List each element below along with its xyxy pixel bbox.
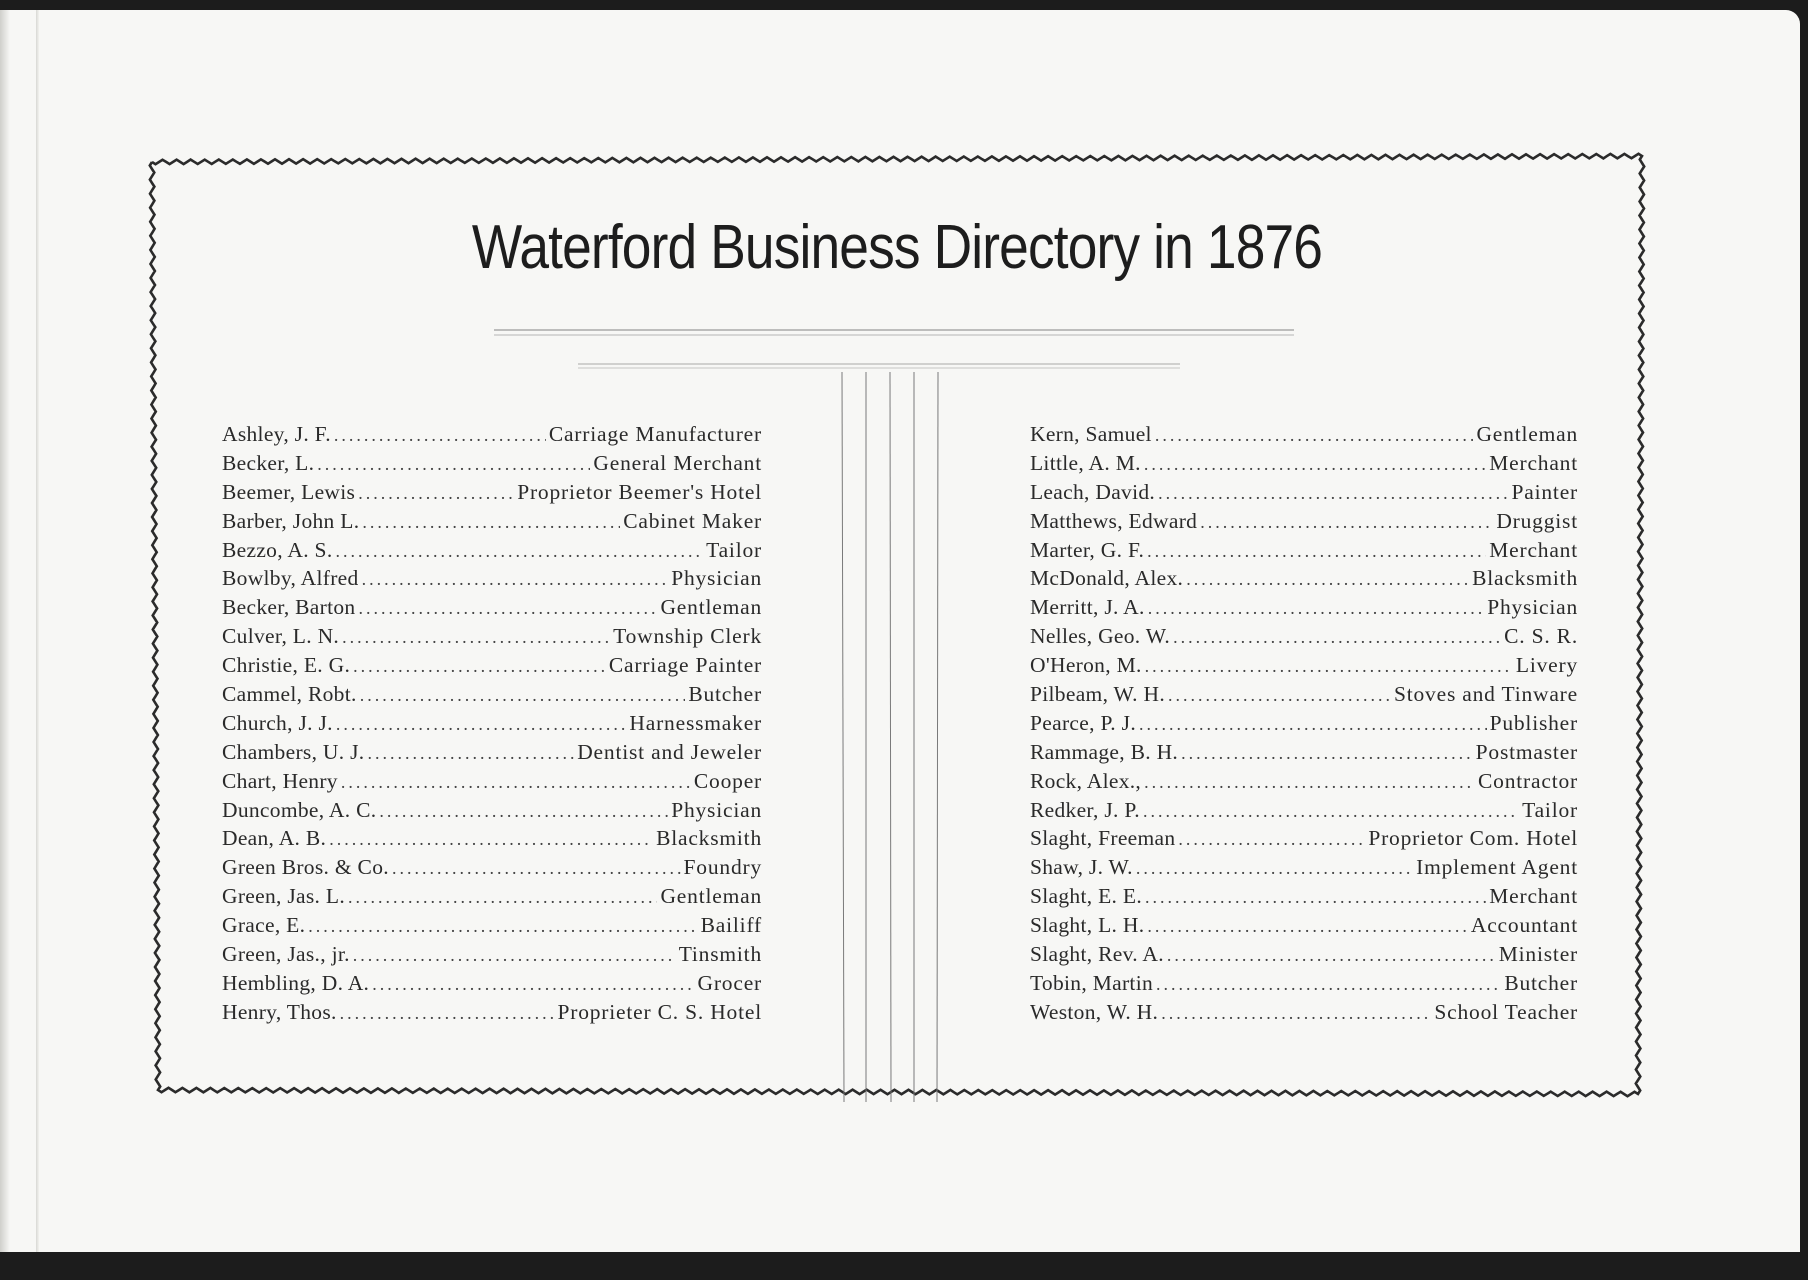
dot-leader: [1161, 999, 1431, 1028]
dot-leader: [362, 565, 669, 594]
entry-name: Little, A. M.: [1030, 450, 1141, 475]
entry-occupation: Physician: [671, 797, 762, 822]
dot-leader: [1148, 594, 1485, 623]
directory-entry: [1030, 969, 1578, 998]
entry-occupation: Foundry: [683, 855, 762, 880]
entry-occupation: Blacksmith: [1472, 566, 1578, 591]
entry-occupation: Bailiff: [700, 913, 762, 938]
directory-entry: [1030, 824, 1578, 853]
directory-entry: [1030, 767, 1578, 796]
entry-name: Matthews, Edward: [1030, 508, 1198, 533]
page-spine-line: [36, 10, 39, 1252]
entry-occupation: C. S. R.: [1504, 624, 1578, 649]
entry-name: Green, Jas. L.: [222, 884, 346, 909]
entry-name: Kern, Samuel: [1030, 422, 1152, 446]
dot-leader: [1181, 739, 1473, 768]
entry-occupation: Cabinet Maker: [623, 508, 762, 533]
dot-leader: [1173, 623, 1501, 652]
entry-name: Green Bros. & Co.: [222, 855, 389, 880]
entry-occupation: General Merchant: [593, 450, 762, 475]
directory-entry: [1030, 998, 1578, 1027]
title-rule-upper: [494, 328, 1294, 340]
entry-name: Marter, G. F.: [1030, 537, 1145, 562]
entry-occupation: Implement Agent: [1416, 855, 1578, 880]
entry-name: Rock, Alex.,: [1030, 768, 1142, 793]
directory-entry: [1030, 651, 1578, 680]
entry-occupation: Proprietor Beemer's Hotel: [517, 479, 762, 504]
entry-name: Shaw, J. W.: [1030, 855, 1133, 880]
dot-leader: [1156, 970, 1501, 999]
dot-leader: [348, 883, 657, 912]
directory-entry: [222, 767, 762, 796]
entry-occupation: Cooper: [693, 768, 762, 793]
entry-name: Barber, John L.: [222, 508, 360, 533]
entry-occupation: Postmaster: [1475, 739, 1578, 764]
entry-occupation: Township Clerk: [613, 624, 762, 649]
directory-entry: [222, 507, 762, 536]
dot-leader: [372, 970, 694, 999]
right-directory-column: [1030, 420, 1578, 1027]
entry-occupation: Livery: [1515, 653, 1578, 678]
entry-occupation: Butcher: [688, 682, 762, 707]
entry-occupation: Physician: [671, 566, 762, 591]
directory-entry: [1030, 593, 1578, 622]
dot-leader: [360, 681, 686, 710]
dot-leader: [358, 479, 514, 508]
directory-entry: [222, 911, 762, 940]
directory-entry: [1030, 507, 1578, 536]
center-divider-lines: [834, 372, 954, 1104]
directory-entry: [1030, 738, 1578, 767]
entry-name: Bezzo, A. S.: [222, 537, 333, 562]
entry-name: Ashley, J. F.: [222, 422, 331, 446]
directory-entry: [222, 564, 762, 593]
entry-occupation: Butcher: [1504, 970, 1578, 995]
directory-entry: [222, 882, 762, 911]
entry-occupation: Grocer: [697, 970, 762, 995]
dot-leader: [1178, 825, 1365, 854]
dot-leader: [336, 537, 704, 566]
dot-leader: [1168, 681, 1391, 710]
entry-occupation: Tailor: [706, 537, 762, 562]
entry-occupation: Carriage Manufacturer: [548, 422, 762, 446]
dot-leader: [1200, 508, 1493, 537]
page-title: Waterford Business Directory in 1876: [471, 213, 1323, 282]
dot-leader: [1143, 797, 1519, 826]
entry-name: Dean, A. B.: [222, 826, 327, 851]
directory-entry: [222, 680, 762, 709]
dot-leader: [367, 739, 574, 768]
directory-entry: [222, 738, 762, 767]
dot-leader: [1147, 537, 1486, 566]
dot-leader: [334, 421, 546, 450]
entry-occupation: Merchant: [1489, 884, 1578, 909]
title-rule-lower: [578, 362, 1180, 370]
directory-entry: [222, 940, 762, 969]
directory-entry: [222, 709, 762, 738]
dot-leader: [358, 594, 657, 623]
entry-name: Church, J. J.: [222, 710, 333, 735]
entry-name: Slaght, Rev. A.: [1030, 942, 1164, 967]
entry-occupation: School Teacher: [1434, 999, 1578, 1024]
directory-page: [0, 10, 1800, 1252]
entry-name: Weston, W. H.: [1030, 999, 1159, 1024]
entry-name: Green, Jas., jr.: [222, 942, 350, 967]
directory-frame: [146, 152, 1648, 1102]
directory-entry: [222, 824, 762, 853]
entry-name: Becker, Barton: [222, 595, 356, 620]
page-edge-shadow: [0, 10, 10, 1252]
directory-entry: [1030, 536, 1578, 565]
directory-entry: [222, 998, 762, 1027]
directory-entry: [1030, 478, 1578, 507]
directory-entry: [1030, 709, 1578, 738]
dot-leader: [392, 854, 681, 883]
directory-entry: [1030, 796, 1578, 825]
entry-name: Slaght, Freeman: [1030, 826, 1176, 851]
entry-name: Duncombe, A. C.: [222, 797, 377, 822]
entry-occupation: Minister: [1498, 942, 1578, 967]
dot-leader: [1186, 565, 1469, 594]
directory-entry: [1030, 853, 1578, 882]
directory-entry: [1030, 449, 1578, 478]
entry-name: Grace, E.: [222, 913, 306, 938]
entry-occupation: Dentist and Jeweler: [577, 739, 762, 764]
dot-leader: [353, 652, 606, 681]
entry-occupation: Tinsmith: [678, 942, 762, 967]
dot-leader: [1136, 854, 1413, 883]
left-directory-column: [222, 420, 762, 1027]
dot-leader: [317, 450, 590, 479]
entry-name: Chart, Henry: [222, 768, 338, 793]
entry-occupation: Merchant: [1489, 537, 1578, 562]
entry-name: Redker, J. P.: [1030, 797, 1140, 822]
entry-name: Slaght, L. H.: [1030, 913, 1145, 938]
entry-name: Rammage, B. H.: [1030, 739, 1179, 764]
entry-occupation: Physician: [1487, 595, 1578, 620]
entry-occupation: Harnessmaker: [629, 710, 762, 735]
dot-leader: [340, 999, 555, 1028]
dot-leader: [1147, 912, 1468, 941]
directory-entry: [222, 622, 762, 651]
entry-name: Henry, Thos.: [222, 999, 337, 1024]
entry-name: McDonald, Alex.: [1030, 566, 1184, 591]
entry-name: Nelles, Geo. W.: [1030, 624, 1171, 649]
directory-entry: [1030, 911, 1578, 940]
directory-entry: [1030, 882, 1578, 911]
dot-leader: [308, 912, 697, 941]
entry-name: Pearce, P. J.: [1030, 710, 1137, 735]
directory-entry: [222, 969, 762, 998]
dot-leader: [353, 941, 676, 970]
directory-entry: [222, 478, 762, 507]
dot-leader: [1145, 652, 1513, 681]
directory-entry: [1030, 940, 1578, 969]
directory-entry: [1030, 564, 1578, 593]
entry-name: Becker, L.: [222, 450, 315, 475]
entry-occupation: Proprieter C. S. Hotel: [557, 999, 762, 1024]
entry-occupation: Carriage Painter: [608, 653, 762, 678]
entry-name: Hembling, D. A.: [222, 970, 370, 995]
entry-name: Slaght, E. E.: [1030, 884, 1142, 909]
directory-entry: [222, 536, 762, 565]
entry-name: Cammel, Robt.: [222, 682, 357, 707]
entry-occupation: Blacksmith: [656, 826, 762, 851]
directory-entry: [222, 420, 762, 449]
directory-entry: [222, 796, 762, 825]
entry-occupation: Accountant: [1470, 913, 1578, 938]
dot-leader: [1167, 941, 1496, 970]
dot-leader: [1144, 768, 1475, 797]
dot-leader: [341, 768, 691, 797]
directory-entry: [1030, 420, 1578, 449]
dot-leader: [1145, 883, 1486, 912]
dot-leader: [336, 710, 627, 739]
entry-occupation: Gentleman: [1476, 422, 1578, 446]
entry-name: Beemer, Lewis: [222, 479, 356, 504]
directory-entry: [222, 449, 762, 478]
entry-name: Chambers, U. J.: [222, 739, 365, 764]
dot-leader: [1158, 479, 1508, 508]
entry-occupation: Contractor: [1478, 768, 1578, 793]
entry-occupation: Merchant: [1489, 450, 1578, 475]
entry-name: Merritt, J. A.: [1030, 595, 1145, 620]
directory-entry: [222, 593, 762, 622]
entry-occupation: Gentleman: [660, 884, 762, 909]
dot-leader: [1139, 710, 1487, 739]
dot-leader: [342, 623, 610, 652]
entry-occupation: Gentleman: [660, 595, 762, 620]
dot-leader: [362, 508, 620, 537]
entry-occupation: Publisher: [1489, 710, 1578, 735]
dot-leader: [379, 797, 668, 826]
directory-entry: [222, 853, 762, 882]
directory-entry: [1030, 680, 1578, 709]
entry-occupation: Tailor: [1522, 797, 1578, 822]
entry-occupation: Stoves and Tinware: [1393, 682, 1578, 707]
entry-name: Culver, L. N.: [222, 624, 340, 649]
entry-name: O'Heron, M.: [1030, 653, 1142, 678]
directory-entry: [1030, 622, 1578, 651]
dot-leader: [1144, 450, 1486, 479]
dot-leader: [1155, 421, 1474, 450]
entry-name: Pilbeam, W. H.: [1030, 682, 1165, 707]
dot-leader: [329, 825, 653, 854]
entry-name: Christie, E. G.: [222, 653, 351, 678]
directory-entry: [222, 651, 762, 680]
entry-name: Leach, David.: [1030, 479, 1156, 504]
entry-occupation: Druggist: [1496, 508, 1578, 533]
entry-name: Tobin, Martin: [1030, 970, 1154, 995]
entry-occupation: Painter: [1511, 479, 1578, 504]
entry-occupation: Proprietor Com. Hotel: [1368, 826, 1578, 851]
entry-name: Bowlby, Alfred: [222, 566, 359, 591]
